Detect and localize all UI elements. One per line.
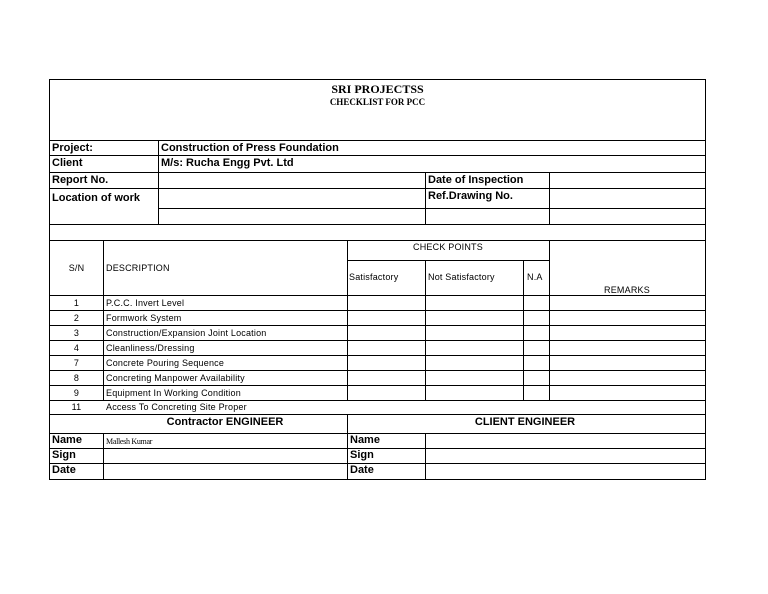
ref-drawing-label: Ref.Drawing No. [428,190,513,202]
row-description: Concreting Manpower Availability [106,373,245,383]
client-sign-label: Sign [350,449,374,461]
grid-line [50,448,705,449]
grid-line [425,260,426,400]
grid-line [347,240,348,400]
row-description: Cleanliness/Dressing [106,343,195,353]
contractor-sign-label: Sign [52,449,76,461]
grid-line [425,433,426,480]
row-sn: 7 [73,358,80,368]
row-sn: 2 [73,313,80,323]
grid-line [50,172,705,173]
not-satisfactory-header: Not Satisfactory [428,272,495,282]
contractor-name-label: Name [52,434,82,446]
grid-line [50,340,705,341]
project-value: Construction of Press Foundation [161,142,339,154]
report-no-label: Report No. [52,174,109,186]
grid-line [50,463,705,464]
row-description: Formwork System [106,313,182,323]
check-points-header: CHECK POINTS [413,242,483,252]
grid-line [50,140,705,141]
pcc-checklist-sheet [49,79,706,480]
project-label: Project: [52,142,93,154]
grid-line [158,208,705,209]
grid-line [50,370,705,371]
grid-line [50,188,705,189]
grid-line [50,400,705,401]
row-sn: 1 [73,298,80,308]
description-header: DESCRIPTION [106,263,170,273]
grid-line [50,414,705,415]
grid-line [425,172,426,224]
grid-line [50,295,705,296]
row-description: Construction/Expansion Joint Location [106,328,267,338]
sn-header: S/N [68,263,85,273]
grid-line [50,325,705,326]
grid-line [50,240,705,241]
row-description: Equipment In Working Condition [106,388,241,398]
inspection-date-label: Date of Inspection [428,174,524,186]
grid-line [50,224,705,225]
contractor-name-signature: Mallesh Kumar [106,437,153,446]
location-label: Location of work [52,192,140,204]
grid-line [50,385,705,386]
row-description: Access To Concreting Site Proper [106,402,247,412]
grid-line [50,355,705,356]
grid-line [103,433,104,480]
row-description: Concrete Pouring Sequence [106,358,225,368]
grid-line [50,155,705,156]
row-sn: 4 [73,343,80,353]
remarks-header: REMARKS [604,285,650,295]
checklist-title: CHECKLIST FOR PCC [329,97,426,107]
grid-line [347,260,549,261]
client-label: Client [52,157,83,169]
grid-line [549,240,550,400]
client-value: M/s: Rucha Engg Pvt. Ltd [161,157,294,169]
grid-line [50,310,705,311]
client-date-label: Date [350,464,374,476]
company-title: SRI PROJECTSS [331,82,424,96]
row-sn: 9 [73,388,80,398]
client-engineer-title: CLIENT ENGINEER [474,416,576,428]
row-description: P.C.C. Invert Level [106,298,185,308]
client-name-label: Name [350,434,380,446]
grid-line [103,240,104,400]
grid-line [523,260,524,400]
grid-line [347,414,348,480]
row-sn: 3 [73,328,80,338]
satisfactory-header: Satisfactory [349,272,399,282]
na-header: N.A [527,272,543,282]
contractor-date-label: Date [52,464,76,476]
row-sn: 11 [71,402,82,412]
row-sn: 8 [73,373,80,383]
grid-line [549,172,550,224]
contractor-engineer-title: Contractor ENGINEER [166,416,284,428]
grid-line [158,140,159,224]
